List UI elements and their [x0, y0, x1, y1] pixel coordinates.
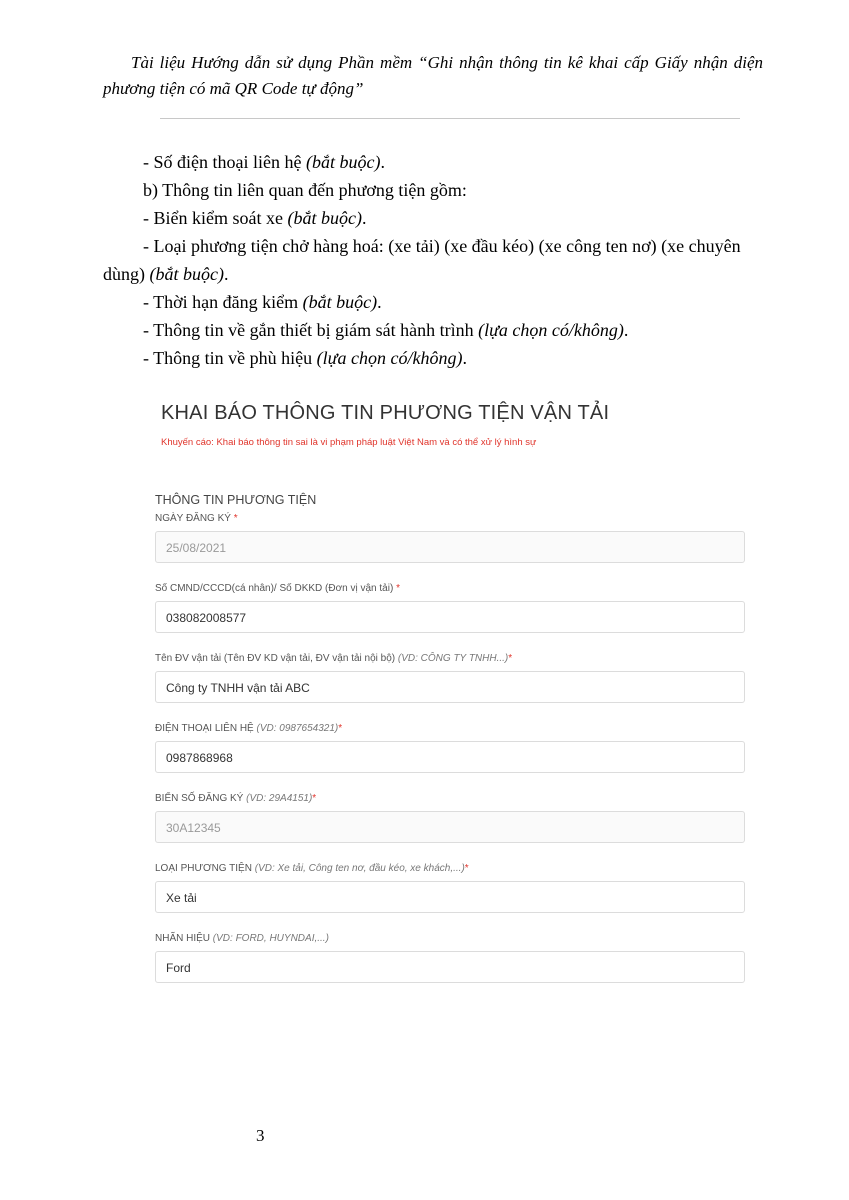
field-reg-date: [155, 507, 745, 563]
id-number-input[interactable]: 038082008577: [155, 601, 745, 633]
field-company: [155, 647, 745, 703]
form-warning: Khuyến cáo: Khai báo thông tin sai là vi phạm pháp luật Việt Nam và có thể xử lý hình sự: [161, 437, 537, 448]
phone-input[interactable]: 0987868968: [155, 741, 745, 773]
body-line-vehicle-type: - Loại phương tiện chở hàng hoá: (xe tải) (xe đầu kéo) (xe công ten nơ) (xe chuyên dùng) (bắt buộc).: [103, 236, 741, 284]
body-line-badge: - Thông tin về phù hiệu (lựa chọn có/không).: [143, 348, 467, 368]
brand-input[interactable]: Ford: [155, 951, 745, 983]
company-label: Tên ĐV vận tải (Tên ĐV KD vận tải, ĐV vận tải nội bộ) (VD: CÔNG TY TNHH...)*: [155, 653, 513, 664]
plate-label: BIỂN SỐ ĐĂNG KÝ (VD: 29A4151)*: [155, 793, 317, 804]
reg-date-label: NGÀY ĐĂNG KÝ *: [155, 513, 238, 524]
reg-date-input[interactable]: 25/08/2021: [155, 531, 745, 563]
id-number-label: Số CMND/CCCD(cá nhân)/ Số DKKD (Đơn vị vận tải) *: [155, 583, 400, 594]
body-line-plate: - Biển kiểm soát xe (bắt buộc).: [143, 208, 367, 228]
document-header: Tài liệu Hướng dẫn sử dụng Phần mềm “Ghi nhận thông tin kê khai cấp Giấy nhận diện phương tiện có mã QR Code tự động”: [103, 53, 763, 98]
body-text: [103, 148, 748, 372]
field-id-number: [155, 577, 745, 633]
form-title: KHAI BÁO THÔNG TIN PHƯƠNG TIỆN VẬN TẢI: [161, 402, 610, 424]
vehicle-declaration-form: [155, 395, 745, 983]
vehicle-type-label: LOẠI PHƯƠNG TIỆN (VD: Xe tải, Công ten nơ, đầu kéo, xe khách,...)*: [155, 863, 469, 874]
field-phone: [155, 717, 745, 773]
body-line-vehicle-info: b) Thông tin liên quan đến phương tiện gồm:: [143, 180, 467, 200]
phone-label: ĐIỆN THOẠI LIÊN HỆ (VD: 0987654321)*: [155, 723, 343, 734]
brand-label: NHÃN HIỆU (VD: FORD, HUYNDAI,...): [155, 933, 329, 944]
field-vehicle-type: [155, 857, 745, 913]
section-title: THÔNG TIN PHƯƠNG TIỆN: [155, 493, 317, 507]
body-line-inspection: - Thời hạn đăng kiểm (bắt buộc).: [143, 292, 382, 312]
header-divider: [160, 118, 740, 119]
company-input[interactable]: Công ty TNHH vận tải ABC: [155, 671, 745, 703]
vehicle-type-input[interactable]: Xe tải: [155, 881, 745, 913]
field-brand: [155, 927, 745, 983]
field-plate: [155, 787, 745, 843]
body-line-phone: - Số điện thoại liên hệ (bắt buộc).: [143, 152, 385, 172]
body-line-tracking-device: - Thông tin về gắn thiết bị giám sát hành trình (lựa chọn có/không).: [143, 320, 629, 340]
plate-input[interactable]: 30A12345: [155, 811, 745, 843]
page-number: 3: [256, 1126, 265, 1145]
